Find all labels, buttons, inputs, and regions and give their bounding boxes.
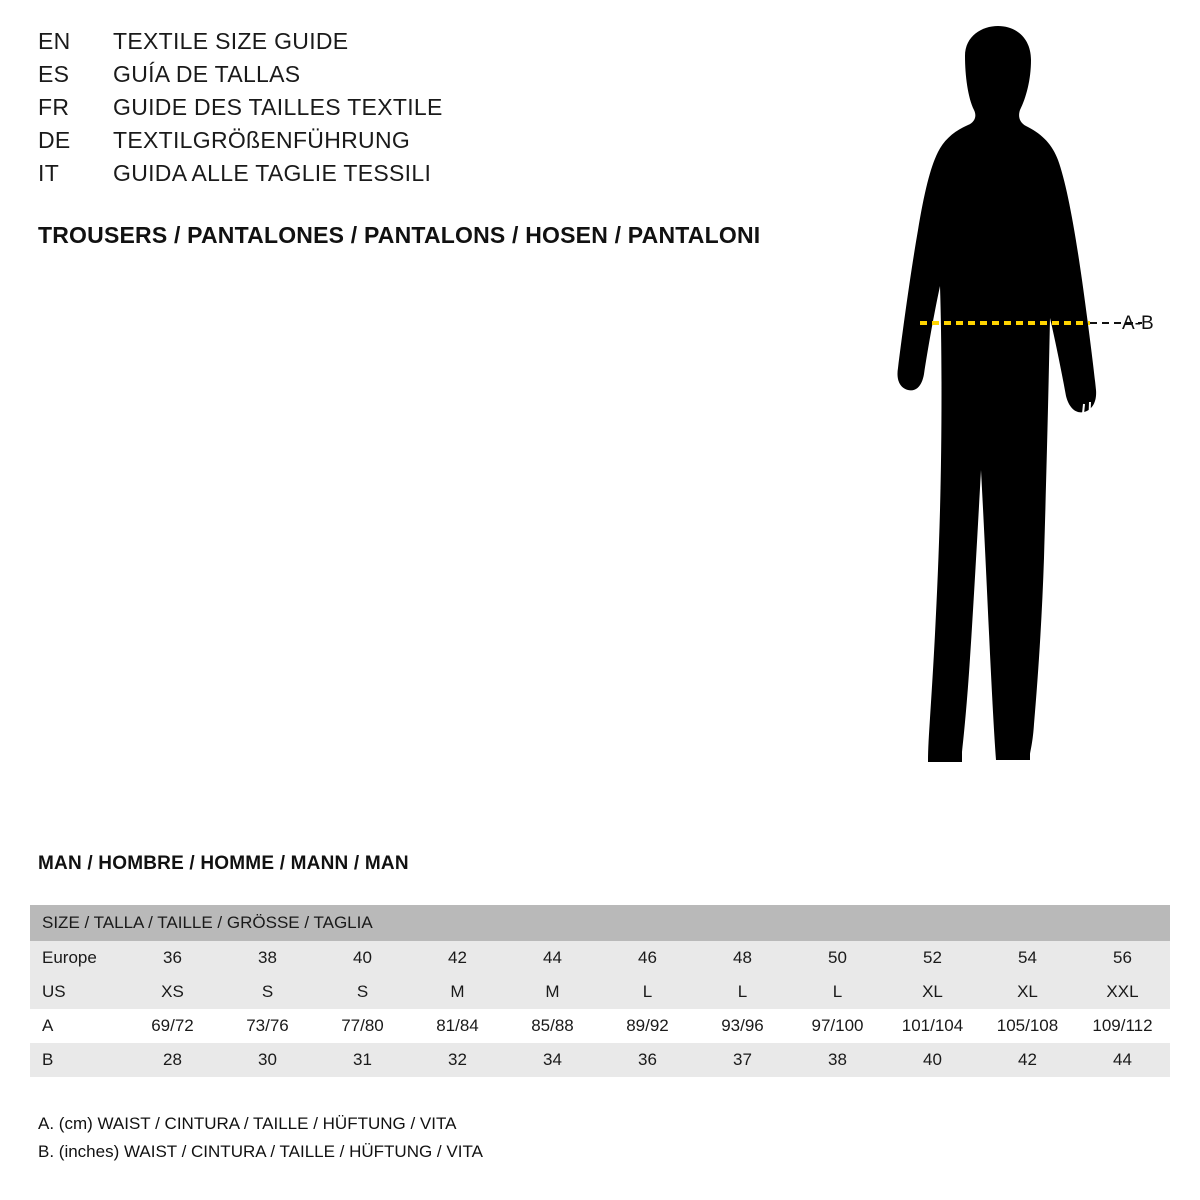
- language-row: [38, 94, 798, 127]
- table-cell: 73/76: [220, 1009, 315, 1043]
- table-cell: XL: [885, 975, 980, 1009]
- table-cell: 89/92: [600, 1009, 695, 1043]
- table-cell: 54: [980, 941, 1075, 975]
- table-cell: S: [220, 975, 315, 1009]
- table-cell: 46: [600, 941, 695, 975]
- language-row: [38, 61, 798, 94]
- language-code: EN: [38, 28, 71, 54]
- silhouette-shape: [897, 26, 1096, 762]
- table-cell: 38: [790, 1043, 885, 1077]
- table-section-title: MAN / HOMBRE / HOMME / MANN / MAN: [38, 853, 409, 874]
- table-cell: 40: [315, 941, 410, 975]
- language-code: DE: [38, 127, 71, 153]
- table-cell: L: [600, 975, 695, 1009]
- table-cell: S: [315, 975, 410, 1009]
- measure-label-ab: A-B: [1122, 313, 1154, 334]
- table-cell: 36: [600, 1043, 695, 1077]
- table-header-label: SIZE / TALLA / TAILLE / GRÖSSE / TAGLIA: [30, 905, 1170, 941]
- table-row: [30, 975, 1170, 1009]
- table-cell: 56: [1075, 941, 1170, 975]
- table-cell: 101/104: [885, 1009, 980, 1043]
- language-row: [38, 28, 798, 61]
- footnotes-block: [38, 1110, 483, 1166]
- row-label: B: [30, 1043, 125, 1077]
- size-table: [30, 905, 1170, 1077]
- language-code: FR: [38, 94, 70, 120]
- table-cell: 69/72: [125, 1009, 220, 1043]
- table-cell: L: [695, 975, 790, 1009]
- table-cell: XXL: [1075, 975, 1170, 1009]
- table-cell: 48: [695, 941, 790, 975]
- table-cell: 30: [220, 1043, 315, 1077]
- language-title: GUIDE DES TAILLES TEXTILE: [113, 94, 443, 120]
- table-cell: 42: [980, 1043, 1075, 1077]
- table-cell: XL: [980, 975, 1075, 1009]
- table-cell: 40: [885, 1043, 980, 1077]
- row-label: US: [30, 975, 125, 1009]
- table-cell: 34: [505, 1043, 600, 1077]
- language-title: GUÍA DE TALLAS: [113, 61, 301, 87]
- garment-type-label: TROUSERS / PANTALONES / PANTALONS / HOSEN / PANTALONI: [38, 222, 761, 248]
- language-row: [38, 127, 798, 160]
- table-cell: 36: [125, 941, 220, 975]
- language-title: TEXTILE SIZE GUIDE: [113, 28, 349, 54]
- table-cell: 44: [1075, 1043, 1170, 1077]
- table-row: [30, 941, 1170, 975]
- table-cell: 77/80: [315, 1009, 410, 1043]
- table-cell: 37: [695, 1043, 790, 1077]
- table-cell: 97/100: [790, 1009, 885, 1043]
- table-cell: 42: [410, 941, 505, 975]
- body-silhouette-figure: [790, 18, 1190, 808]
- language-code: IT: [38, 160, 60, 186]
- table-cell: 105/108: [980, 1009, 1075, 1043]
- table-cell: 44: [505, 941, 600, 975]
- row-label: A: [30, 1009, 125, 1043]
- footnote-a: A. (cm) WAIST / CINTURA / TAILLE / HÜFTUNG / VITA: [38, 1114, 457, 1133]
- table-cell: 93/96: [695, 1009, 790, 1043]
- table-cell: 32: [410, 1043, 505, 1077]
- table-row: [30, 1043, 1170, 1077]
- table-cell: 81/84: [410, 1009, 505, 1043]
- table-cell: M: [410, 975, 505, 1009]
- row-label: Europe: [30, 941, 125, 975]
- table-cell: 28: [125, 1043, 220, 1077]
- language-header-block: [38, 28, 798, 193]
- table-cell: 38: [220, 941, 315, 975]
- language-title: GUIDA ALLE TAGLIE TESSILI: [113, 160, 432, 186]
- table-cell: XS: [125, 975, 220, 1009]
- table-cell: M: [505, 975, 600, 1009]
- language-title: TEXTILGRÖßENFÜHRUNG: [113, 127, 411, 153]
- table-row: [30, 1009, 1170, 1043]
- language-row: [38, 160, 798, 193]
- table-header-row: [30, 905, 1170, 941]
- footnote-b: B. (inches) WAIST / CINTURA / TAILLE / HÜFTUNG / VITA: [38, 1142, 483, 1161]
- table-cell: 109/112: [1075, 1009, 1170, 1043]
- language-code: ES: [38, 61, 70, 87]
- table-cell: L: [790, 975, 885, 1009]
- size-table-wrapper: [30, 905, 1170, 1077]
- table-cell: 50: [790, 941, 885, 975]
- table-cell: 52: [885, 941, 980, 975]
- table-cell: 85/88: [505, 1009, 600, 1043]
- table-cell: 31: [315, 1043, 410, 1077]
